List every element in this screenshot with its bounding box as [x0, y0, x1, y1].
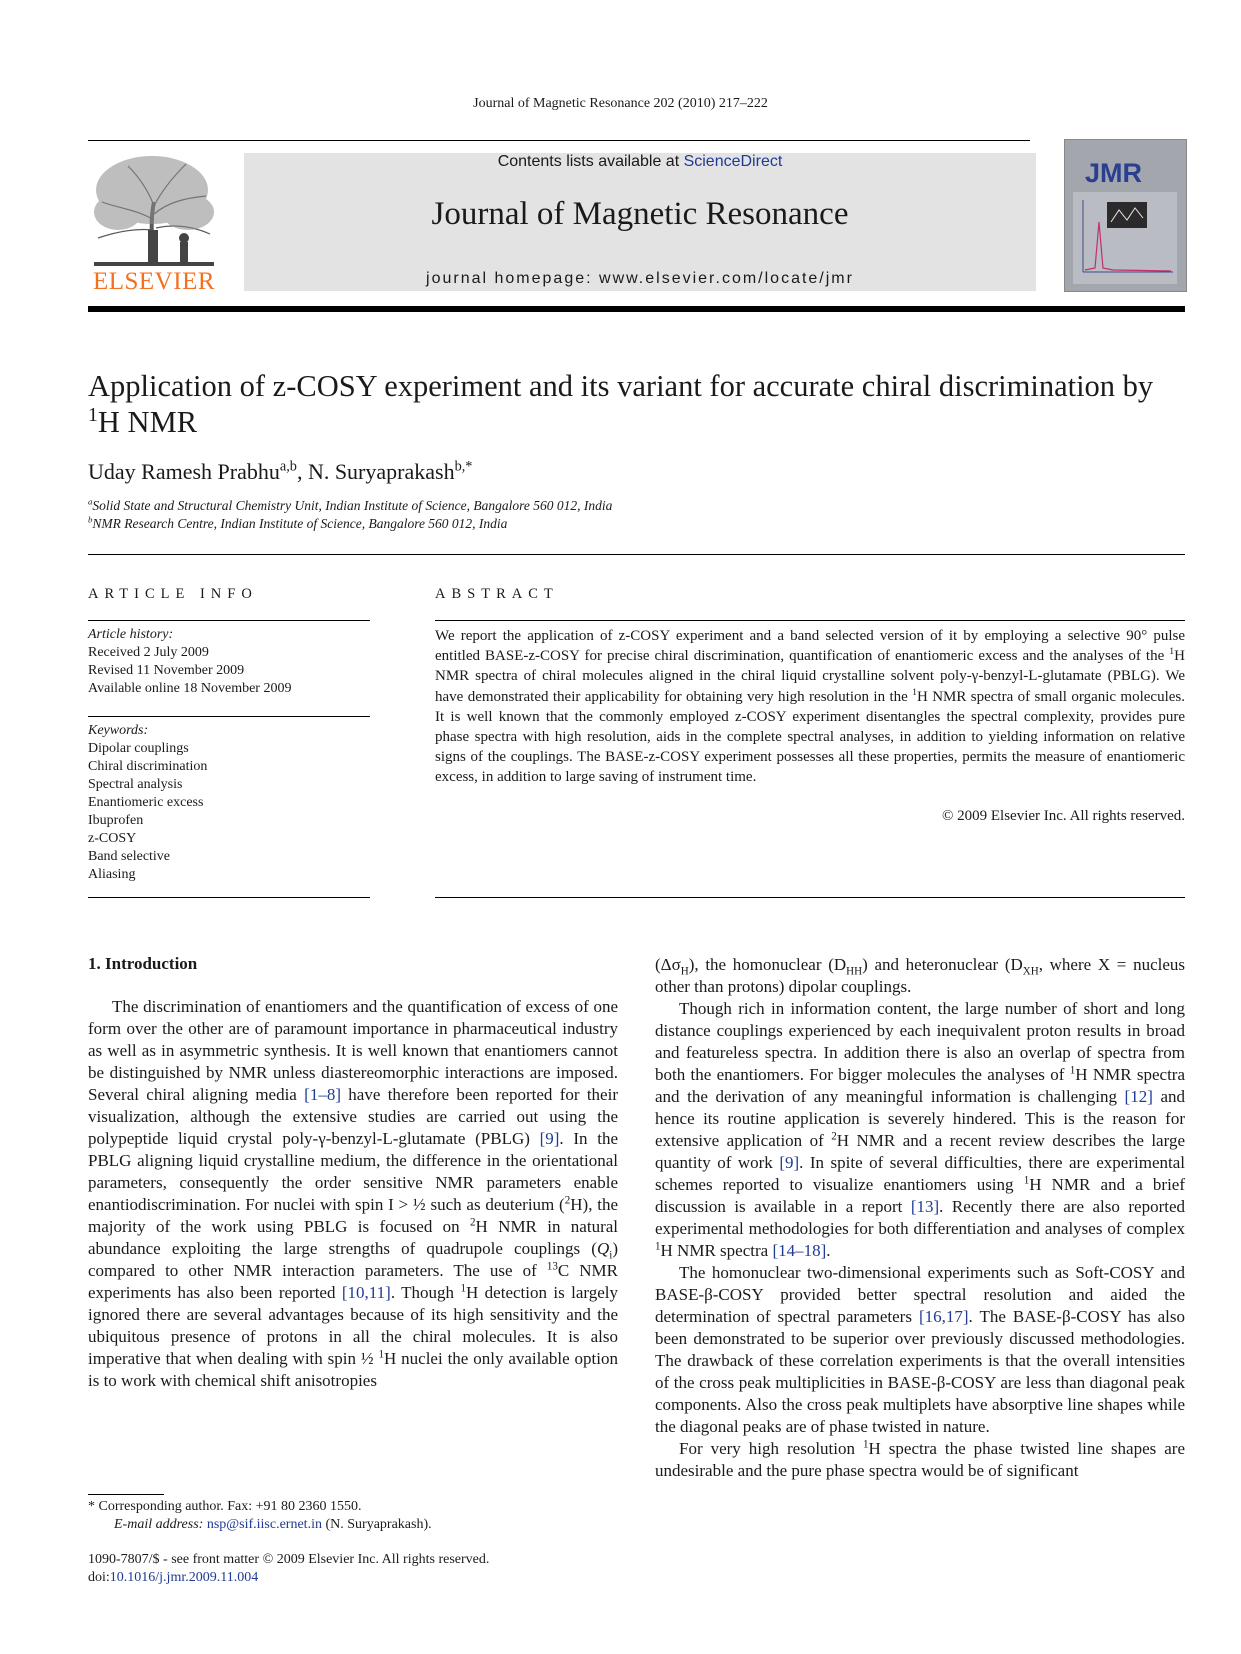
sciencedirect-link[interactable]: ScienceDirect	[683, 153, 783, 170]
keyword-item: z-COSY	[88, 831, 137, 846]
author-affiliation-mark: a,b	[279, 458, 297, 475]
revised-date: Revised 11 November 2009	[88, 663, 245, 678]
cover-jmr-label: JMR	[1085, 158, 1143, 188]
abstract-copyright: © 2009 Elsevier Inc. All rights reserved.	[941, 808, 1185, 824]
article-info-heading: ARTICLE INFO	[88, 586, 258, 602]
front-matter: 1090-7807/$ - see front matter © 2009 Elsevier Inc. All rights reserved. doi:10.1016/j.jmr.2009.11.004	[88, 1552, 490, 1585]
body-paragraph: $(\Delta\sigma_H)$, the homonuclear $(D_{HH})$ and heteronuclear ($D_{XH}$, where X = nucleus other than protons) dipolar couplings.	[655, 955, 1185, 996]
masthead-bottom-rule	[88, 306, 1185, 312]
front-matter-copyright: 1090-7807/$ - see front matter © 2009 Elsevier Inc. All rights reserved.	[88, 1552, 490, 1567]
citation-link[interactable]: [10,11]	[341, 1283, 391, 1302]
abstract-rule	[435, 897, 1185, 898]
citation-link[interactable]: [9]	[779, 1153, 800, 1172]
body-paragraph: The homonuclear two-dimensional experiments such as Soft-COSY and BASE-β-COSY provided better spectral resolution and aided the determination of spectral parameters [16,17]. The BASE-β-COSY has also been demonstrated to be superior over previously discussed methodologies. The drawback of these correlation experiments is that the overall intensities of the cross peak multiplicities in BASE-β-COSY are less than diagonal peak components. Also the cross peak multiplets have absorptive line shapes while the diagonal peaks are of phase twisted in nature.	[655, 1263, 1186, 1436]
keyword-item: Spectral analysis	[88, 777, 183, 792]
keyword-item: Band selective	[88, 849, 171, 864]
header-rule	[88, 140, 1030, 141]
journal-homepage-link[interactable]: journal homepage: www.elsevier.com/locate/jmr	[426, 270, 854, 287]
info-rule	[88, 897, 370, 898]
article-title: Application of z-COSY experiment and its variant for accurate chiral discrimination by $^1$H NMR	[88, 369, 1154, 439]
abstract-heading: ABSTRACT	[435, 586, 559, 602]
info-rule	[88, 716, 370, 717]
author-name[interactable]: N. Suryaprakash	[307, 459, 455, 484]
history-label: Article history:	[88, 627, 174, 642]
body-paragraph: The discrimination of enantiomers and the quantification of excess of one form over the other are of paramount importance in pharmaceutical industry as well as in asymmetric synthesis. It is well known that enantiomers cannot be distinguished by NMR unless diastereomorphic interactions are imposed. Several chiral aligning media [1–8] have therefore been reported for their visualization, although the extensive studies are carried out using the polypeptide liquid crystal poly-γ-benzyl-L-glutamate (PBLG) [9]. In the PBLG aligning liquid crystalline medium, the difference in the orientational parameters, consequently the order sensitive NMR parameters enable enantiodiscrimination. For nuclei with spin I > ½ such as deuterium ($^2$H), the majority of the work using PBLG is focused on $^2$H NMR in natural abundance exploiting the large strengths of quadrupole couplings $(Q_i)$ compared to other NMR interaction parameters. The use of $^{13}$C NMR experiments has also been reported [10,11]. Though $^1$H detection is largely ignored there are several advantages because of its high sensitivity and the ubiquitous presence of protons in all the chiral molecules. It is also imperative that when dealing with spin ½ $^1$H nuclei the only available option is to work with chemical shift anisotropies	[88, 997, 619, 1390]
body-paragraph: Though rich in information content, the large number of short and long distance couplings experienced by each inequivalent proton results in broad and featureless spectra. In addition there is also an overlap of spectra from both the enantiomers. For bigger molecules the analyses of $^1$H NMR spectra and the derivation of any meaningful information is challenging [12] and hence its routine application is severely hindered. This is the reason for extensive application of $^2$H NMR and a recent review describes the large quantity of work [9]. In spite of several difficulties, there are experimental schemes reported to visualize enantiomers using $^1$H NMR and a brief discussion is available in a report [13]. Recently there are also reported experimental methodologies for both differentiation and analyses of complex $^1$H NMR spectra [14–18].	[655, 999, 1186, 1260]
body-paragraph: For very high resolution $^1$H spectra the phase twisted line shapes are undesirable and the pure phase spectra would be of significant	[655, 1438, 1186, 1480]
elsevier-logo-text: ELSEVIER	[92, 268, 216, 295]
citation-link[interactable]: [12]	[1124, 1087, 1153, 1106]
keywords-list	[88, 722, 207, 884]
author-name[interactable]: Uday Ramesh Prabhu	[88, 459, 280, 484]
footnote-rule	[88, 1494, 164, 1495]
journal-title: Journal of Magnetic Resonance	[431, 196, 849, 232]
citation-link[interactable]: [16,17]	[918, 1307, 969, 1326]
received-date: Received 2 July 2009	[88, 645, 209, 660]
cover-spectrum-icon	[1073, 192, 1177, 284]
citation-link[interactable]: [13]	[910, 1197, 940, 1216]
author-list: Uday Ramesh Prabhu$^{a,b}$, N. Suryaprakash$^{b,*}$	[88, 458, 473, 484]
contents-prefix: Contents lists available at	[497, 153, 684, 170]
affiliation-b: $^b$NMR Research Centre, Indian Institute of Science, Bangalore 560 012, India	[88, 514, 508, 531]
contents-availability	[244, 153, 1036, 171]
email-link[interactable]: nsp@sif.iisc.ernet.in	[206, 1517, 322, 1532]
abstract-rule	[435, 620, 1185, 621]
keyword-item: Aliasing	[88, 867, 136, 882]
corresponding-author-footnote: * Corresponding author. Fax: +91 80 2360 1550. E-mail address: nsp@sif.iisc.ernet.in (N. Suryaprakash).	[88, 1499, 432, 1532]
article-history	[88, 626, 291, 698]
section-divider	[88, 554, 1185, 555]
online-date: Available online 18 November 2009	[88, 681, 292, 696]
body-column-right	[655, 954, 1185, 1482]
journal-cover-thumbnail[interactable]	[1064, 139, 1187, 292]
abstract-text: We report the application of z-COSY experiment and a band selected version of it by employing a selective 90° pulse entitled BASE-z-COSY for precise chiral discrimination, quantification of enantiomeric excess and the analyses of the $^1$H NMR spectra of chiral molecules aligned in the chiral liquid crystalline solvent poly-γ-benzyl-L-glutamate (PBLG). We have demonstrated their applicability for obtaining very high resolution in the $^1$H NMR spectra of small organic molecules. It is well known that the commonly employed z-COSY experiment disentangles the spectral complexity, provides pure phase spectra with high resolution, aids in the complete spectral analyses, in addition to yielding information on relative signs of the couplings. The BASE-z-COSY experiment possesses all these properties, permits the measure of enantiomeric excess, in addition to large saving of instrument time.	[435, 628, 1185, 786]
body-column-left	[88, 996, 618, 1392]
keyword-item: Chiral discrimination	[88, 759, 208, 774]
keyword-item: Dipolar couplings	[88, 741, 189, 756]
citation-link[interactable]: [1–8]	[304, 1085, 341, 1104]
author-affiliation-mark: b,*	[454, 458, 473, 475]
keyword-item: Enantiomeric excess	[88, 795, 204, 810]
info-rule	[88, 620, 370, 621]
doi-link[interactable]: 10.1016/j.jmr.2009.11.004	[109, 1570, 259, 1585]
section-heading-introduction: 1. Introduction	[88, 954, 198, 973]
citation-link[interactable]: [9]	[539, 1129, 560, 1148]
keyword-item: Ibuprofen	[88, 813, 144, 828]
affiliation-a: $^a$Solid State and Structural Chemistry Unit, Indian Institute of Science, Bangalore 560 012, India	[88, 496, 613, 513]
citation-link[interactable]: [14–18]	[772, 1241, 827, 1260]
running-head: Journal of Magnetic Resonance 202 (2010) 217–222	[473, 96, 768, 111]
keywords-label: Keywords:	[88, 723, 149, 738]
